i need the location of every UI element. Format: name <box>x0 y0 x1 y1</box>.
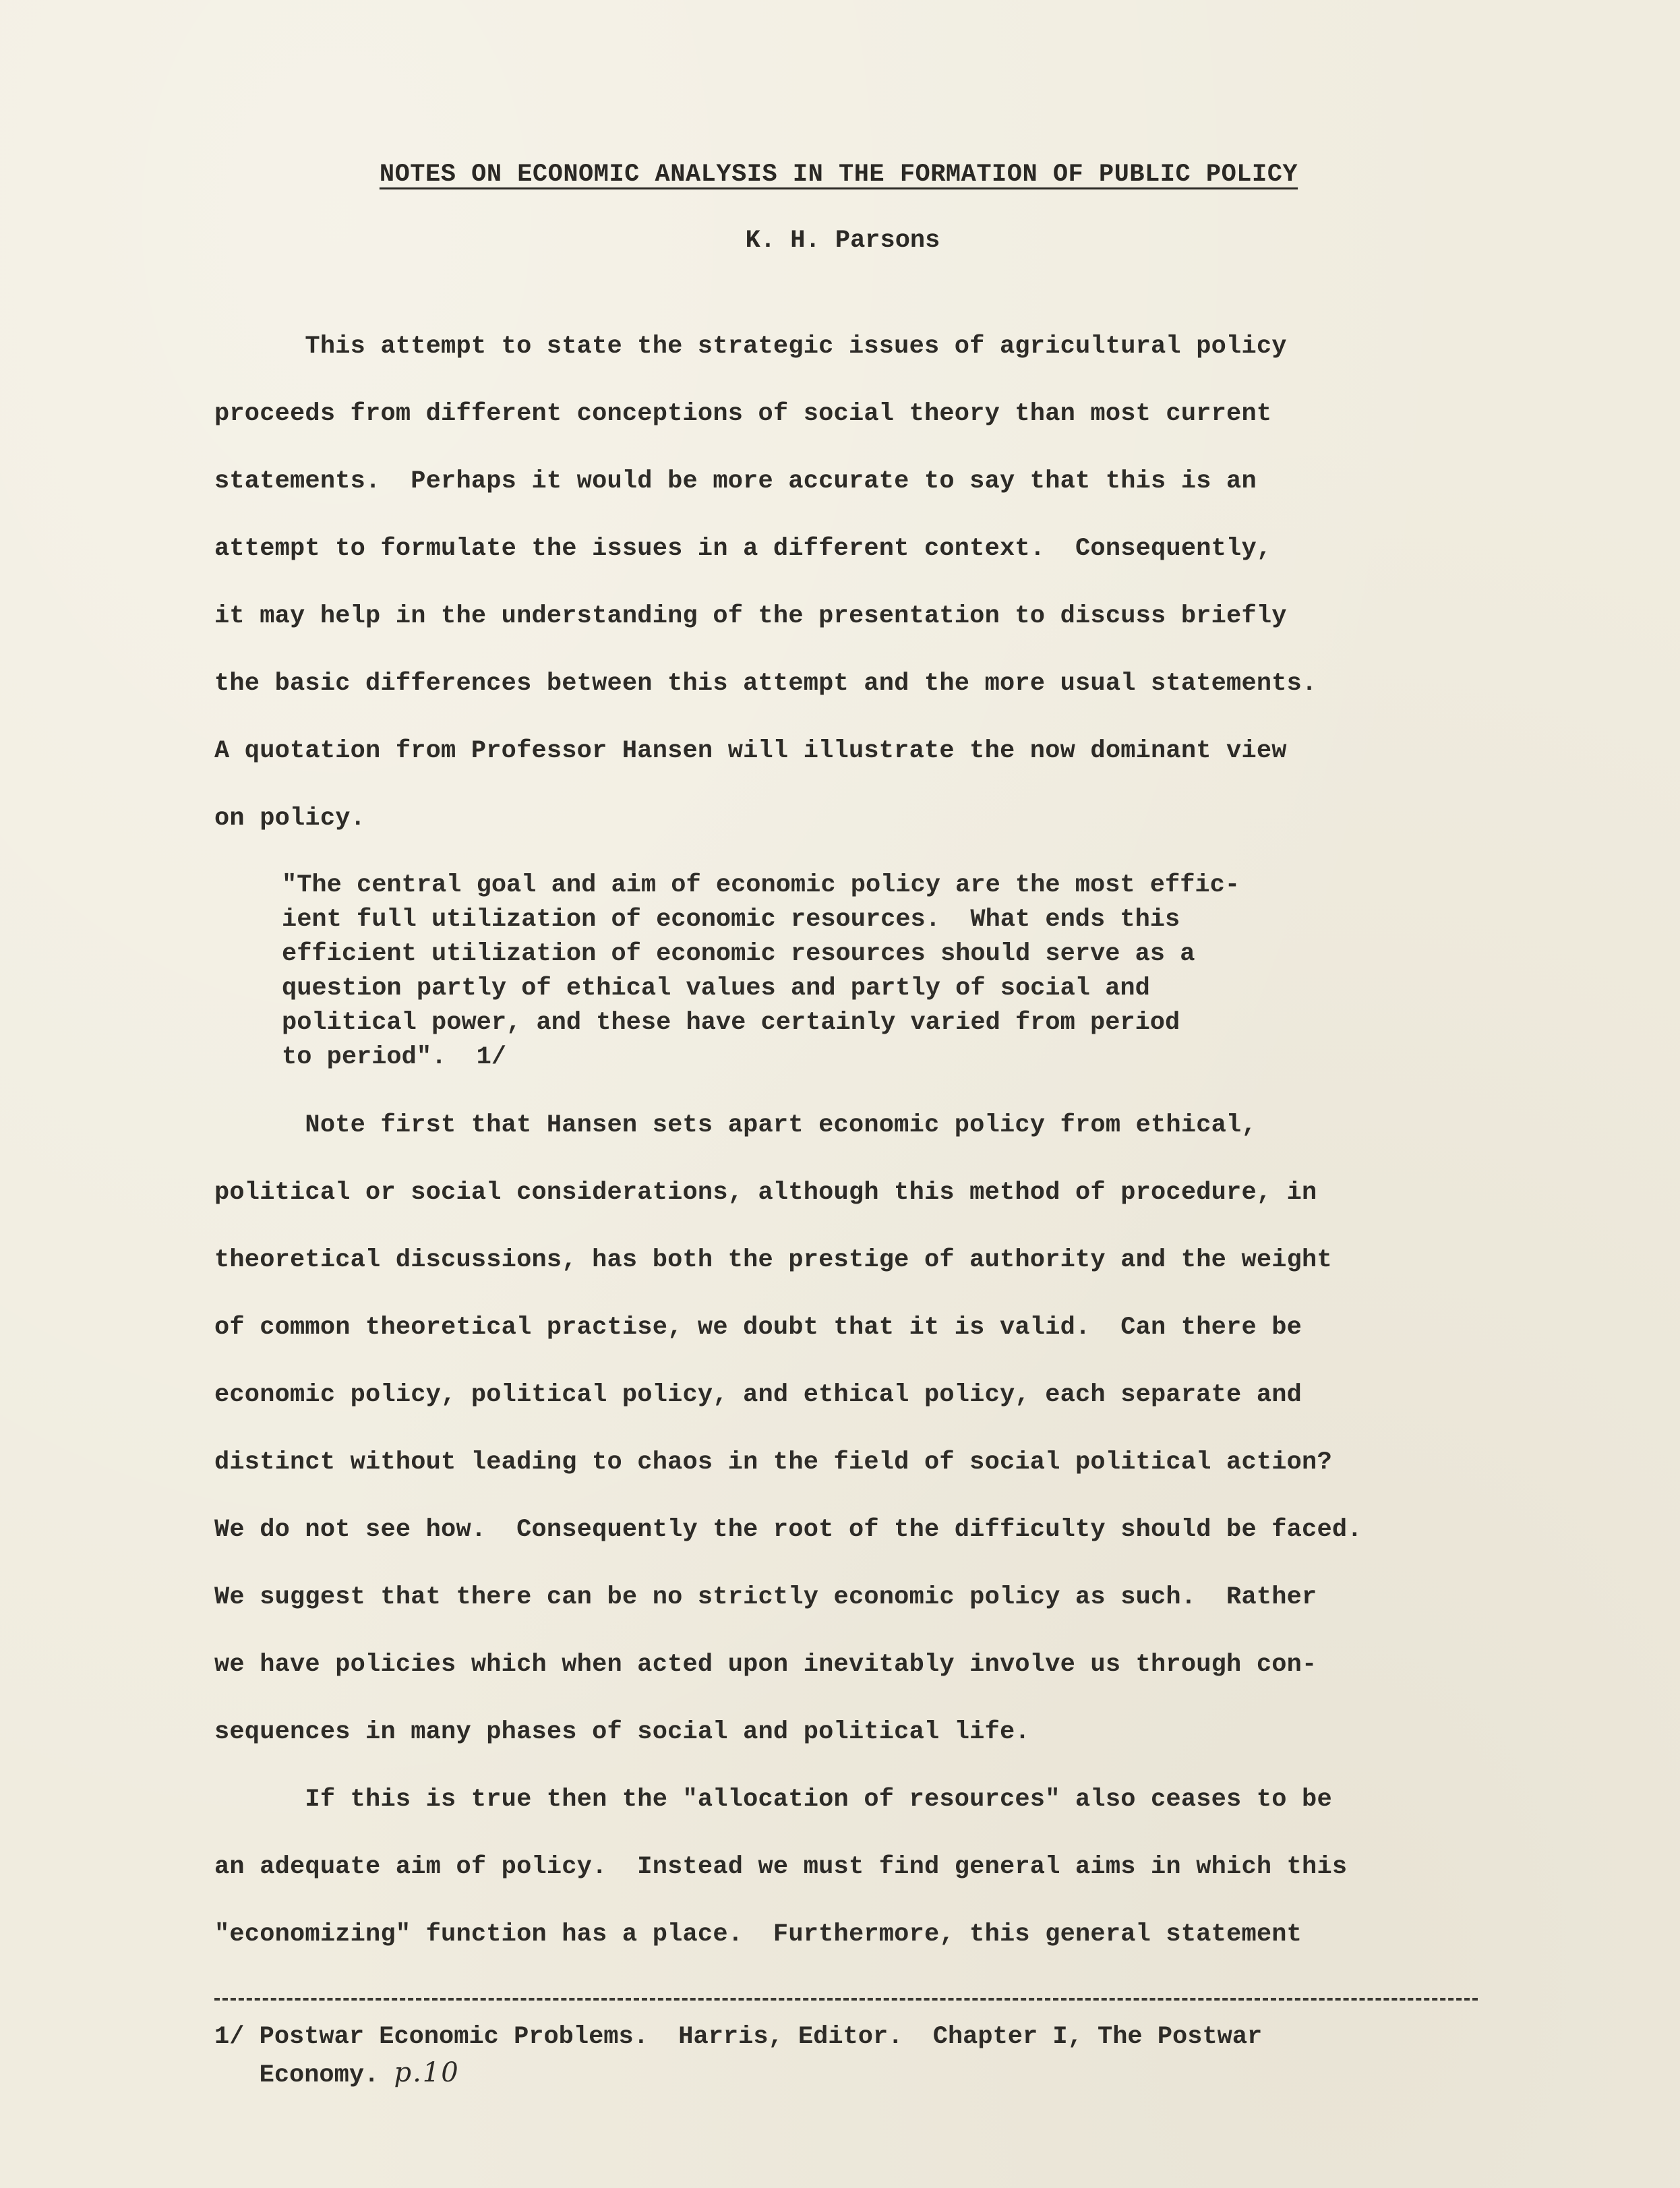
paragraph-3-line: an adequate aim of policy. Instead we must find general aims in which this <box>214 1853 1348 1881</box>
paragraph-2-line: theoretical discussions, has both the prestige of authority and the weight <box>214 1246 1332 1274</box>
paragraph-1-line: attempt to formulate the issues in a different context. Consequently, <box>214 535 1272 563</box>
paragraph-3-line: If this is true then the "allocation of resources" also ceases to be <box>214 1785 1332 1814</box>
footnote-line: 1/ Postwar Economic Problems. Harris, Editor. Chapter I, The Postwar <box>214 2023 1263 2051</box>
paragraph-2-line: distinct without leading to chaos in the field of social political action? <box>214 1448 1332 1477</box>
paragraph-1-line: on policy. <box>214 804 366 833</box>
footnote-line <box>214 2057 460 2090</box>
quotation-line: question partly of ethical values and partly of social and <box>282 974 1150 1003</box>
footnote-separator <box>214 1998 1478 2001</box>
quotation-line: ient full utilization of economic resources. What ends this <box>282 906 1180 934</box>
paragraph-1-line: it may help in the understanding of the presentation to discuss briefly <box>214 602 1287 630</box>
footnote-line-text: Economy. <box>214 2061 380 2090</box>
paragraph-2-line: political or social considerations, although this method of procedure, in <box>214 1179 1317 1207</box>
document-title: NOTES ON ECONOMIC ANALYSIS IN THE FORMATION OF PUBLIC POLICY <box>379 160 1298 189</box>
paragraph-2-line: of common theoretical practise, we doubt that it is valid. Can there be <box>214 1313 1302 1342</box>
document-author: K. H. Parsons <box>745 227 940 255</box>
paragraph-3-line: "economizing" function has a place. Furthermore, this general statement <box>214 1920 1302 1949</box>
quotation-line: efficient utilization of economic resources should serve as a <box>282 940 1195 968</box>
quotation-line: to period". 1/ <box>282 1043 507 1071</box>
paragraph-2-line: We suggest that there can be no strictly economic policy as such. Rather <box>214 1583 1317 1612</box>
paragraph-1-line: the basic differences between this attempt and the more usual statements. <box>214 670 1317 698</box>
paragraph-1-line: proceeds from different conceptions of social theory than most current <box>214 400 1272 428</box>
paragraph-2-line: We do not see how. Consequently the root of the difficulty should be faced. <box>214 1516 1362 1544</box>
paragraph-2-line: we have policies which when acted upon inevitably involve us through con- <box>214 1651 1317 1679</box>
paragraph-2-line: Note first that Hansen sets apart economic policy from ethical, <box>214 1111 1257 1140</box>
paragraph-1-line: This attempt to state the strategic issues of agricultural policy <box>214 332 1287 361</box>
paragraph-2-line: sequences in many phases of social and political life. <box>214 1718 1030 1746</box>
quotation-line: "The central goal and aim of economic policy are the most effic- <box>282 871 1240 899</box>
paragraph-1-line: A quotation from Professor Hansen will illustrate the now dominant view <box>214 737 1287 765</box>
paragraph-1-line: statements. Perhaps it would be more accurate to say that this is an <box>214 467 1257 496</box>
quotation-line: political power, and these have certainly varied from period <box>282 1009 1180 1037</box>
paragraph-2-line: economic policy, political policy, and ethical policy, each separate and <box>214 1381 1302 1409</box>
handwritten-page-number: p.10 <box>394 2057 460 2088</box>
